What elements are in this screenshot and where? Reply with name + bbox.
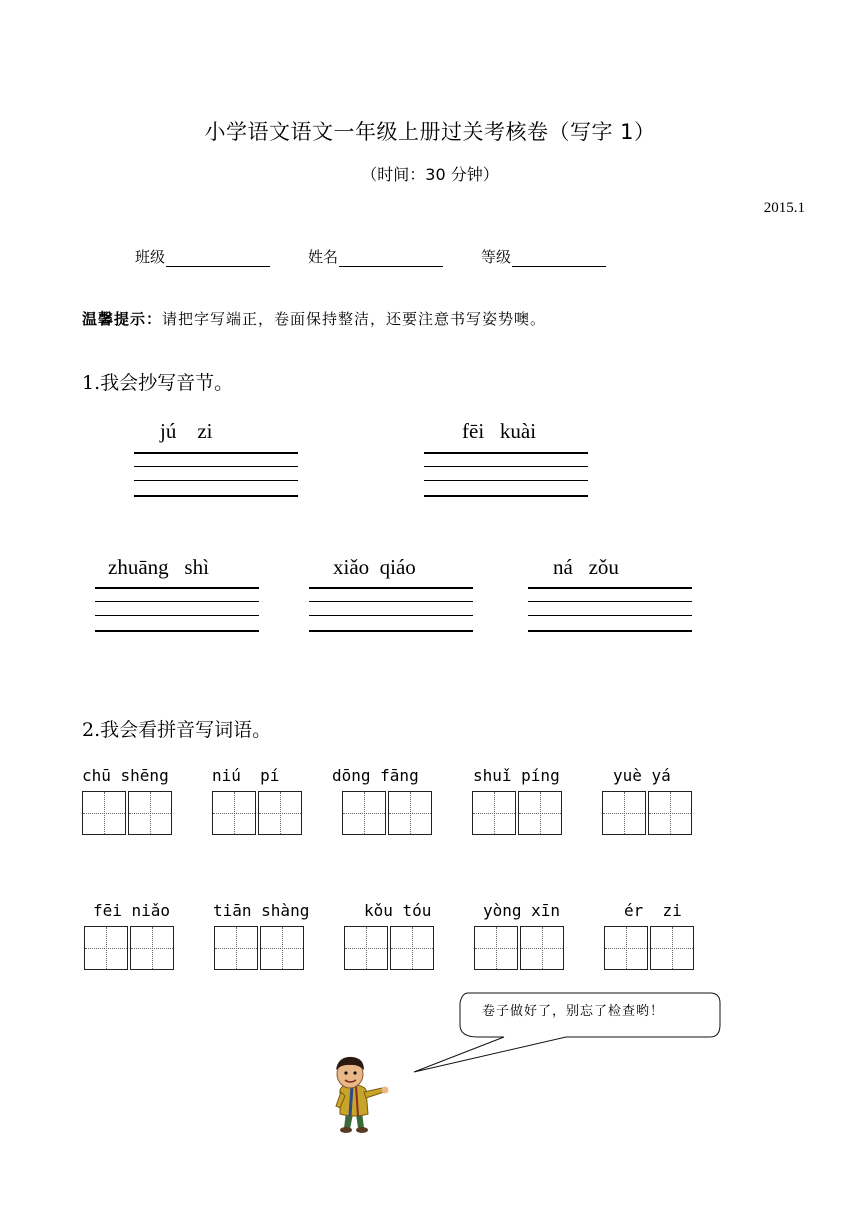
section1-heading: 1.我会抄写音节。 [82, 372, 234, 394]
speech-bubble-text: 卷子做好了，别忘了检查哟！ [482, 1004, 665, 1019]
word-writing-grid[interactable] [84, 926, 174, 970]
word-writing-grid[interactable] [214, 926, 304, 970]
grade-blank[interactable] [512, 250, 606, 267]
name-field[interactable] [308, 246, 443, 267]
tip-label: 温馨提示： [82, 310, 163, 328]
word-pinyin: kǒu tóu [364, 901, 432, 920]
copy-pinyin: jú zi [160, 419, 213, 443]
name-blank[interactable] [339, 250, 443, 267]
cartoon-boy-illustration [326, 1052, 390, 1134]
word-pinyin: chū shēng [82, 766, 169, 785]
page-title: 小学语文语文一年级上册过关考核卷（写字 1） [204, 120, 656, 144]
word-writing-grid[interactable] [474, 926, 564, 970]
tip [82, 308, 546, 329]
copy-writing-lines[interactable] [309, 587, 473, 631]
word-writing-grid[interactable] [82, 791, 172, 835]
word-writing-grid[interactable] [604, 926, 694, 970]
class-label: 班级 [135, 248, 166, 266]
word-writing-grid[interactable] [602, 791, 692, 835]
word-pinyin: shuǐ píng [473, 766, 560, 785]
time-limit: （时间：30 分钟） [361, 165, 499, 184]
class-blank[interactable] [166, 250, 270, 267]
grade-field[interactable] [481, 246, 606, 267]
word-writing-grid[interactable] [472, 791, 562, 835]
word-pinyin: niú pí [212, 766, 280, 785]
word-writing-grid[interactable] [342, 791, 432, 835]
copy-pinyin: xiǎo qiáo [333, 555, 416, 579]
copy-pinyin: fēi kuài [462, 419, 537, 443]
word-writing-grid[interactable] [212, 791, 302, 835]
word-writing-grid[interactable] [344, 926, 434, 970]
date: 2015.1 [763, 200, 805, 216]
section2-heading: 2.我会看拼音写词语。 [82, 719, 272, 741]
word-pinyin: ér zi [624, 901, 682, 920]
class-field[interactable] [135, 246, 270, 267]
copy-writing-lines[interactable] [424, 452, 588, 496]
word-pinyin: dōng fāng [332, 766, 419, 785]
copy-writing-lines[interactable] [134, 452, 298, 496]
copy-writing-lines[interactable] [95, 587, 259, 631]
word-pinyin: tiān shàng [213, 901, 310, 920]
word-pinyin: yuè yá [613, 766, 671, 785]
name-label: 姓名 [308, 248, 339, 266]
word-pinyin: yòng xīn [483, 901, 561, 920]
copy-writing-lines[interactable] [528, 587, 692, 631]
tip-text: 请把字写端正，卷面保持整洁，还要注意书写姿势噢。 [162, 310, 547, 328]
grade-label: 等级 [481, 248, 512, 266]
word-pinyin: fēi niǎo [93, 901, 171, 920]
copy-pinyin: ná zǒu [553, 555, 619, 579]
copy-pinyin: zhuāng shì [108, 555, 209, 579]
